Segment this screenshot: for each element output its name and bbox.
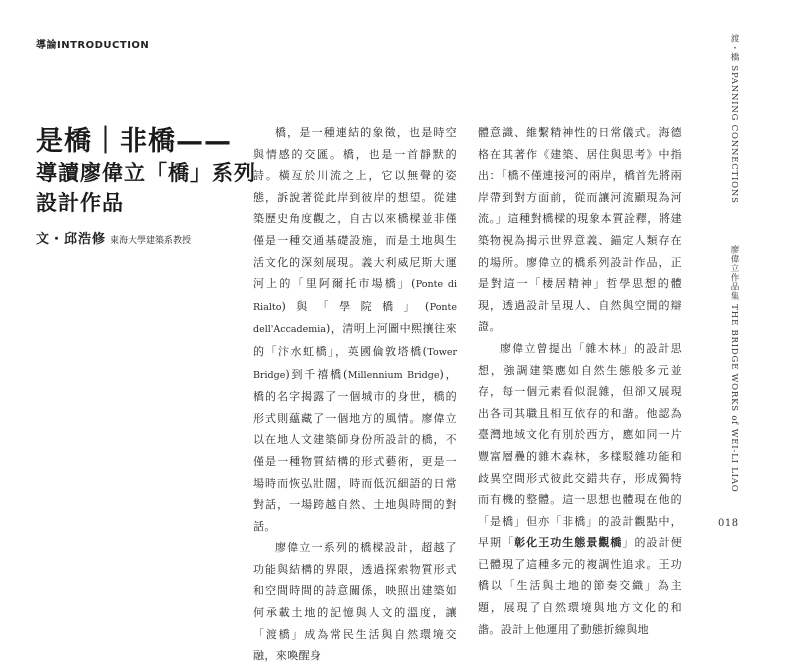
author-name: 文・邱浩修 bbox=[36, 232, 107, 247]
running-head-book: 廖偉立作品集 THE BRIDGE WORKS of WEI-LI LIAO bbox=[729, 245, 739, 493]
article-title-line-3: 設計作品 bbox=[36, 191, 124, 215]
article-title-line-2: 導讀廖偉立「橋」系列 bbox=[36, 161, 256, 185]
author-byline bbox=[36, 228, 256, 247]
text-column-1 bbox=[253, 122, 457, 667]
latin-term: Ponte di Rialto bbox=[253, 279, 457, 313]
section-label: 導論INTRODUCTION bbox=[36, 40, 150, 51]
paragraph: 廖偉立一系列的橋樑設計，超越了功能與結構的界限，透過探索物質形式和空間時間的詩意關係，映照出建築如何承載土地的記憶與人文的溫度，讓「渡橋」成為常民生活與自然環境交融，來喚醒身 bbox=[253, 541, 457, 663]
bold-term: 彰化王功生態景觀橋 bbox=[514, 536, 623, 550]
paragraph: 廖偉立曾提出「雜木林」的設計思想，強調建築應如自然生態般多元並存，每一個元素看似混雜，但卻又展現出各司其職且相互依存的和諧。他認為臺灣地域文化有別於西方，應如同一片豐富層疊的雜木森林，多樣駁雜功能和歧異空間形式彼此交錯共存，形成獨特而有機的整體。這一思想也體現在他的「是橋」但亦「非橋」的設計觀點中，早期「彰化王功生態景觀橋」的設計便已體現了這種多元的複調性追求。王功橋以「生活與土地的節奏交織」為主題，展現了自然環境與地方文化的和諧。設計上他運用了動態折線與地 bbox=[478, 341, 683, 636]
latin-term: Ponte dell'Accademia bbox=[253, 301, 457, 336]
paragraph: 體意識、維繫精神性的日常儀式。海德格在其著作《建築、居住與思考》中指出：「橋不僅連接河的兩岸，橋首先將兩岸帶到對方面前，從而讓河流顯現為河流。」這種對橋樑的現象本質詮釋，將建築物視為揭示世界意義、錨定人類存在的場所。廖偉立的橋系列設計作品，正是對這一「棲居精神」哲學思想的體現，透過設計呈現人、自然與空間的辯證。 bbox=[478, 126, 682, 334]
title-block bbox=[36, 126, 256, 247]
latin-term: Tower Bridge bbox=[253, 346, 457, 381]
latin-term: Millennium Bridge bbox=[347, 369, 440, 381]
article-title-line-1: 是橋｜非橋—— bbox=[36, 126, 232, 157]
page-number: 018 bbox=[718, 518, 739, 529]
paragraph: 橋，是一種連結的象徵，也是時空與情感的交匯。橋，也是一首靜默的詩。橫亙於川流之上，它以無聲的姿態，訴說著從此岸到彼岸的想望。從建築歷史角度觀之，自古以來橋樑並非僅僅是一種交通基礎設施，而是土地與生活文化的深刻展現。義大利威尼斯大運河上的「里阿爾托市場橋」(Ponte di Rialto)與「學院橋」(Ponte dell'Accademia)，清明上河圖中熙攘往來的「汴水虹橋」，英國倫敦塔橋(Tower Bridge)到千禧橋(Millennium Bridge)，橋的名字揭露了一個城市的身世，橋的形式則蘊藏了一個地方的風情。廖偉立以在地人文建築師身份所設計的橋，不僅是一種物質結構的形式藝術，更是一場時而恢弘壯闊，時而低沉細語的日常對話，一場跨越自然、土地與時間的對話。 bbox=[253, 126, 458, 533]
running-head-series: 渡・橋 SPANNING CONNECTIONS bbox=[729, 34, 739, 204]
author-affiliation: 東海大學建築系教授 bbox=[110, 236, 192, 246]
